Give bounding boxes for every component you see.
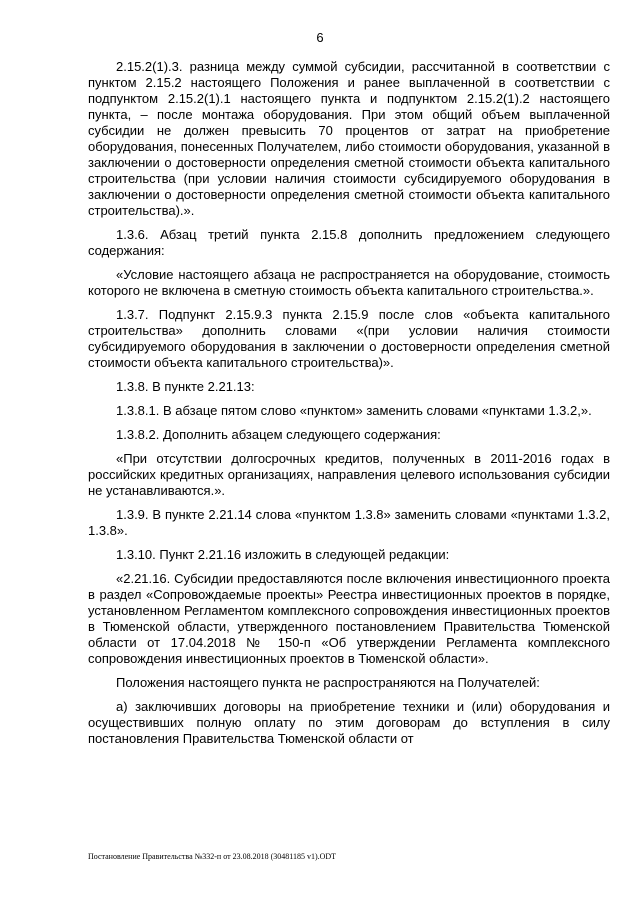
paragraph-1-3-10: 1.3.10. Пункт 2.21.16 изложить в следующей редакции: [116, 547, 450, 562]
paragraph-1-3-9: 1.3.9. В пункте 2.21.14 слова «пунктом 1.3.8» заменить словами «пунктами 1.3.2, 1.3.8». [88, 507, 610, 538]
paragraph-1-3-8: 1.3.8. В пункте 2.21.13: [116, 379, 255, 394]
paragraph-quote-credits: «При отсутствии долгосрочных кредитов, полученных в 2011-2016 годах в российских кредитных организациях, направления целевого использования субсидии не устанавливаются.». [88, 451, 610, 498]
paragraph-quote-condition: «Условие настоящего абзаца не распространяется на оборудование, стоимость которого не включена в сметную стоимость объекта капитального строительства.». [88, 267, 610, 298]
paragraph-1-3-8-1: 1.3.8.1. В абзаце пятом слово «пунктом» заменить словами «пунктами 1.3.2,». [116, 403, 592, 418]
page-number: 6 [316, 30, 324, 45]
paragraph-exemptions: Положения настоящего пункта не распространяются на Получателей: [116, 675, 540, 690]
paragraph-1-3-7: 1.3.7. Подпункт 2.15.9.3 пункта 2.15.9 после слов «объекта капитального строительства» дополнить словами «(при условии наличия стоимости субсидируемого оборудования в заключении о достоверности определения сметной стоимости объекта капитального строительства)». [88, 307, 610, 370]
paragraph-quote-2-21-16: «2.21.16. Субсидии предоставляются после включения инвестиционного проекта в раздел «Сопровождаемые проекты» Реестра инвестиционных проектов в порядке, установленном Регламентом комплексного сопровождения инвестиционных проектов в Тюменской области, утвержденного постановлением Правительства Тюменской области от 17.04.2018 № 150-п «Об утверждении Регламента комплексного сопровождения инвестиционных проектов в Тюменской области». [88, 571, 610, 666]
document-footer: Постановление Правительства №332-п от 23.08.2018 (30481185 v1).ODT [88, 852, 337, 861]
paragraph-item-a: а) заключивших договоры на приобретение техники и (или) оборудования и осуществивших полную оплату по этим договорам до вступления в силу постановления Правительства Тюменской области от [88, 699, 610, 746]
paragraph-2-15-2-1-3: 2.15.2(1).3. разница между суммой субсидии, рассчитанной в соответствии с пунктом 2.15.2 настоящего Положения и ранее выплаченной в соответствии с подпунктом 2.15.2(1).1 настоящего пункта и подпунктом 2.15.2(1).2 настоящего пункта, – после монтажа оборудования. При этом общий объем выплаченной субсидии не должен превысить 70 процентов от затрат на приобретение оборудования, понесенных Получателем, либо стоимости оборудования, указанной в заключении о достоверности определения сметной стоимости объекта капитального строительства (при условии наличия стоимости субсидируемого оборудования в заключении о достоверности определения сметной стоимости объекта капитального строительства).». [88, 59, 610, 218]
paragraph-1-3-8-2: 1.3.8.2. Дополнить абзацем следующего содержания: [116, 427, 441, 442]
paragraph-1-3-6: 1.3.6. Абзац третий пункта 2.15.8 дополнить предложением следующего содержания: [88, 227, 610, 258]
document-body [88, 59, 610, 747]
